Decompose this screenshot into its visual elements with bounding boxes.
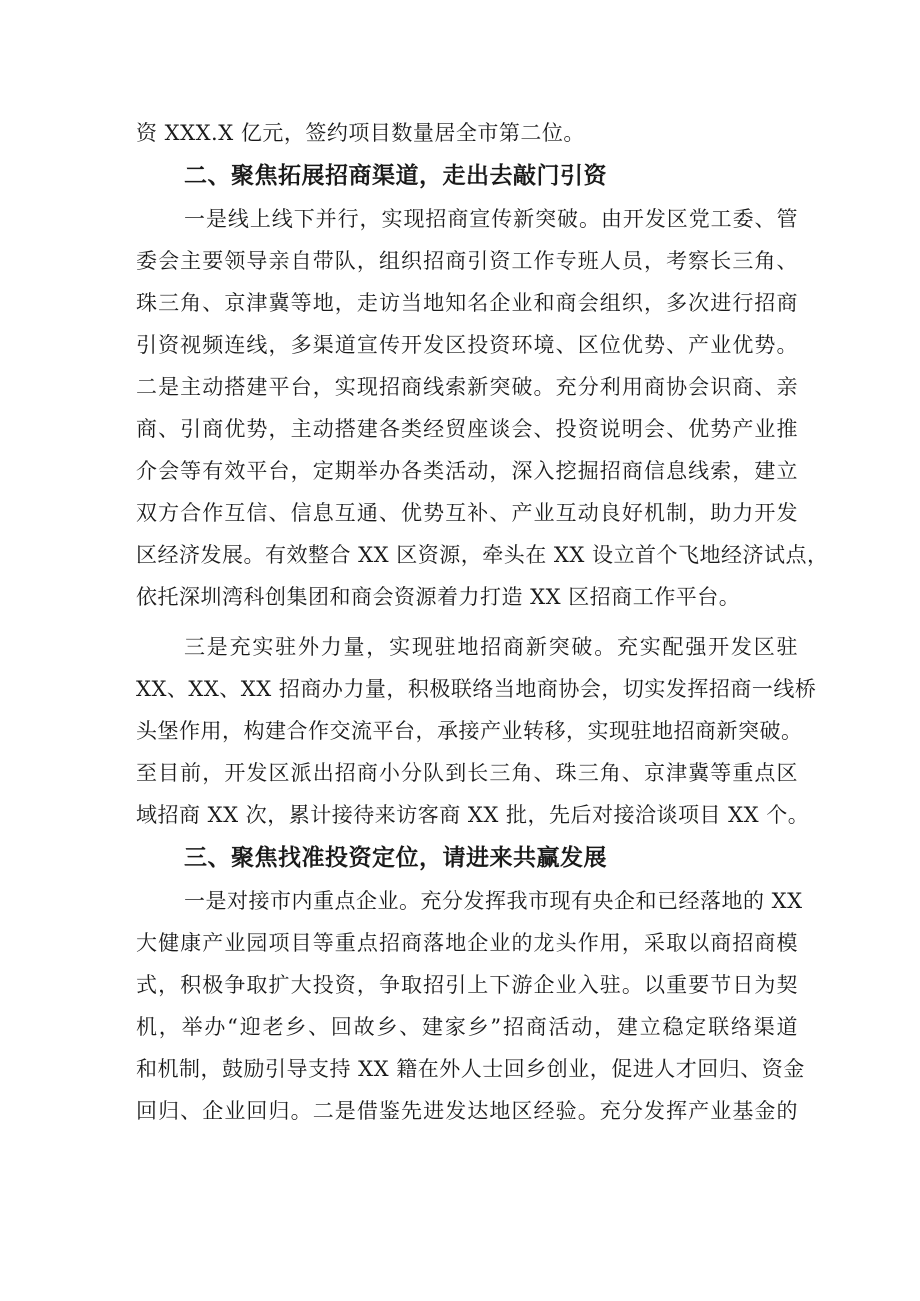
text-line: 一是对接市内重点企业。充分发挥我市现有央企和已经落地的 XX	[184, 889, 803, 913]
text-line: 一是线上线下并行，实现招商宣传新突破。由开发区党工委、管	[184, 207, 798, 231]
text-line: 和机制，鼓励引导支持 XX 籍在外人士回乡创业，促进人才回归、资金	[136, 1057, 805, 1081]
section-heading: 三、聚焦找准投资定位，请进来共赢发展	[184, 845, 607, 871]
text-line: 依托深圳湾科创集团和商会资源着力打造 XX 区招商工作平台。	[136, 585, 741, 609]
text-line: 双方合作互信、信息互通、优势互补、产业互动良好机制，助力开发	[136, 501, 798, 525]
text-line: 委会主要领导亲自带队，组织招商引资工作专班人员，考察长三角、	[136, 249, 798, 273]
text-line: 介会等有效平台，定期举办各类活动，深入挖掘招商信息线索，建立	[136, 459, 798, 483]
text-line: 三是充实驻外力量，实现驻地招商新突破。充实配强开发区驻	[184, 635, 798, 659]
text-line: 机，举办“迎老乡、回故乡、建家乡”招商活动，建立稳定联络渠道	[136, 1015, 798, 1039]
text-line: 至目前，开发区派出招商小分队到长三角、珠三角、京津冀等重点区	[136, 761, 798, 785]
text-line: 珠三角、京津冀等地，走访当地知名企业和商会组织，多次进行招商	[136, 291, 798, 315]
document-page	[136, 112, 829, 1132]
paragraph-gap	[136, 618, 798, 626]
text-line: 资 XXX.X 亿元，签约项目数量居全市第二位。	[136, 121, 585, 145]
text-line: 域招商 XX 次，累计接待来访客商 XX 批，先后对接洽谈项目 XX 个。	[136, 803, 810, 827]
text-line: 商、引商优势，主动搭建各类经贸座谈会、投资说明会、优势产业推	[136, 417, 798, 441]
text-line: 大健康产业园项目等重点招商落地企业的龙头作用，采取以商招商模	[136, 931, 798, 955]
text-line: 二是主动搭建平台，实现招商线索新突破。充分利用商协会识商、亲	[136, 375, 798, 399]
text-line: 回归、企业回归。二是借鉴先进发达地区经验。充分发挥产业基金的	[136, 1099, 798, 1123]
text-line: 引资视频连线，多渠道宣传开发区投资环境、区位优势、产业优势。	[136, 333, 798, 357]
text-line: XX、XX、XX 招商办力量，积极联络当地商协会，切实发挥招商一线桥	[136, 677, 817, 701]
text-line: 区经济发展。有效整合 XX 区资源，牵头在 XX 设立首个飞地经济试点，	[136, 543, 829, 567]
section-heading: 二、聚焦拓展招商渠道，走出去敲门引资	[184, 163, 607, 189]
text-line: 头堡作用，构建合作交流平台，承接产业转移，实现驻地招商新突破。	[136, 719, 803, 743]
text-line: 式，积极争取扩大投资，争取招引上下游企业入驻。以重要节日为契	[136, 973, 798, 997]
